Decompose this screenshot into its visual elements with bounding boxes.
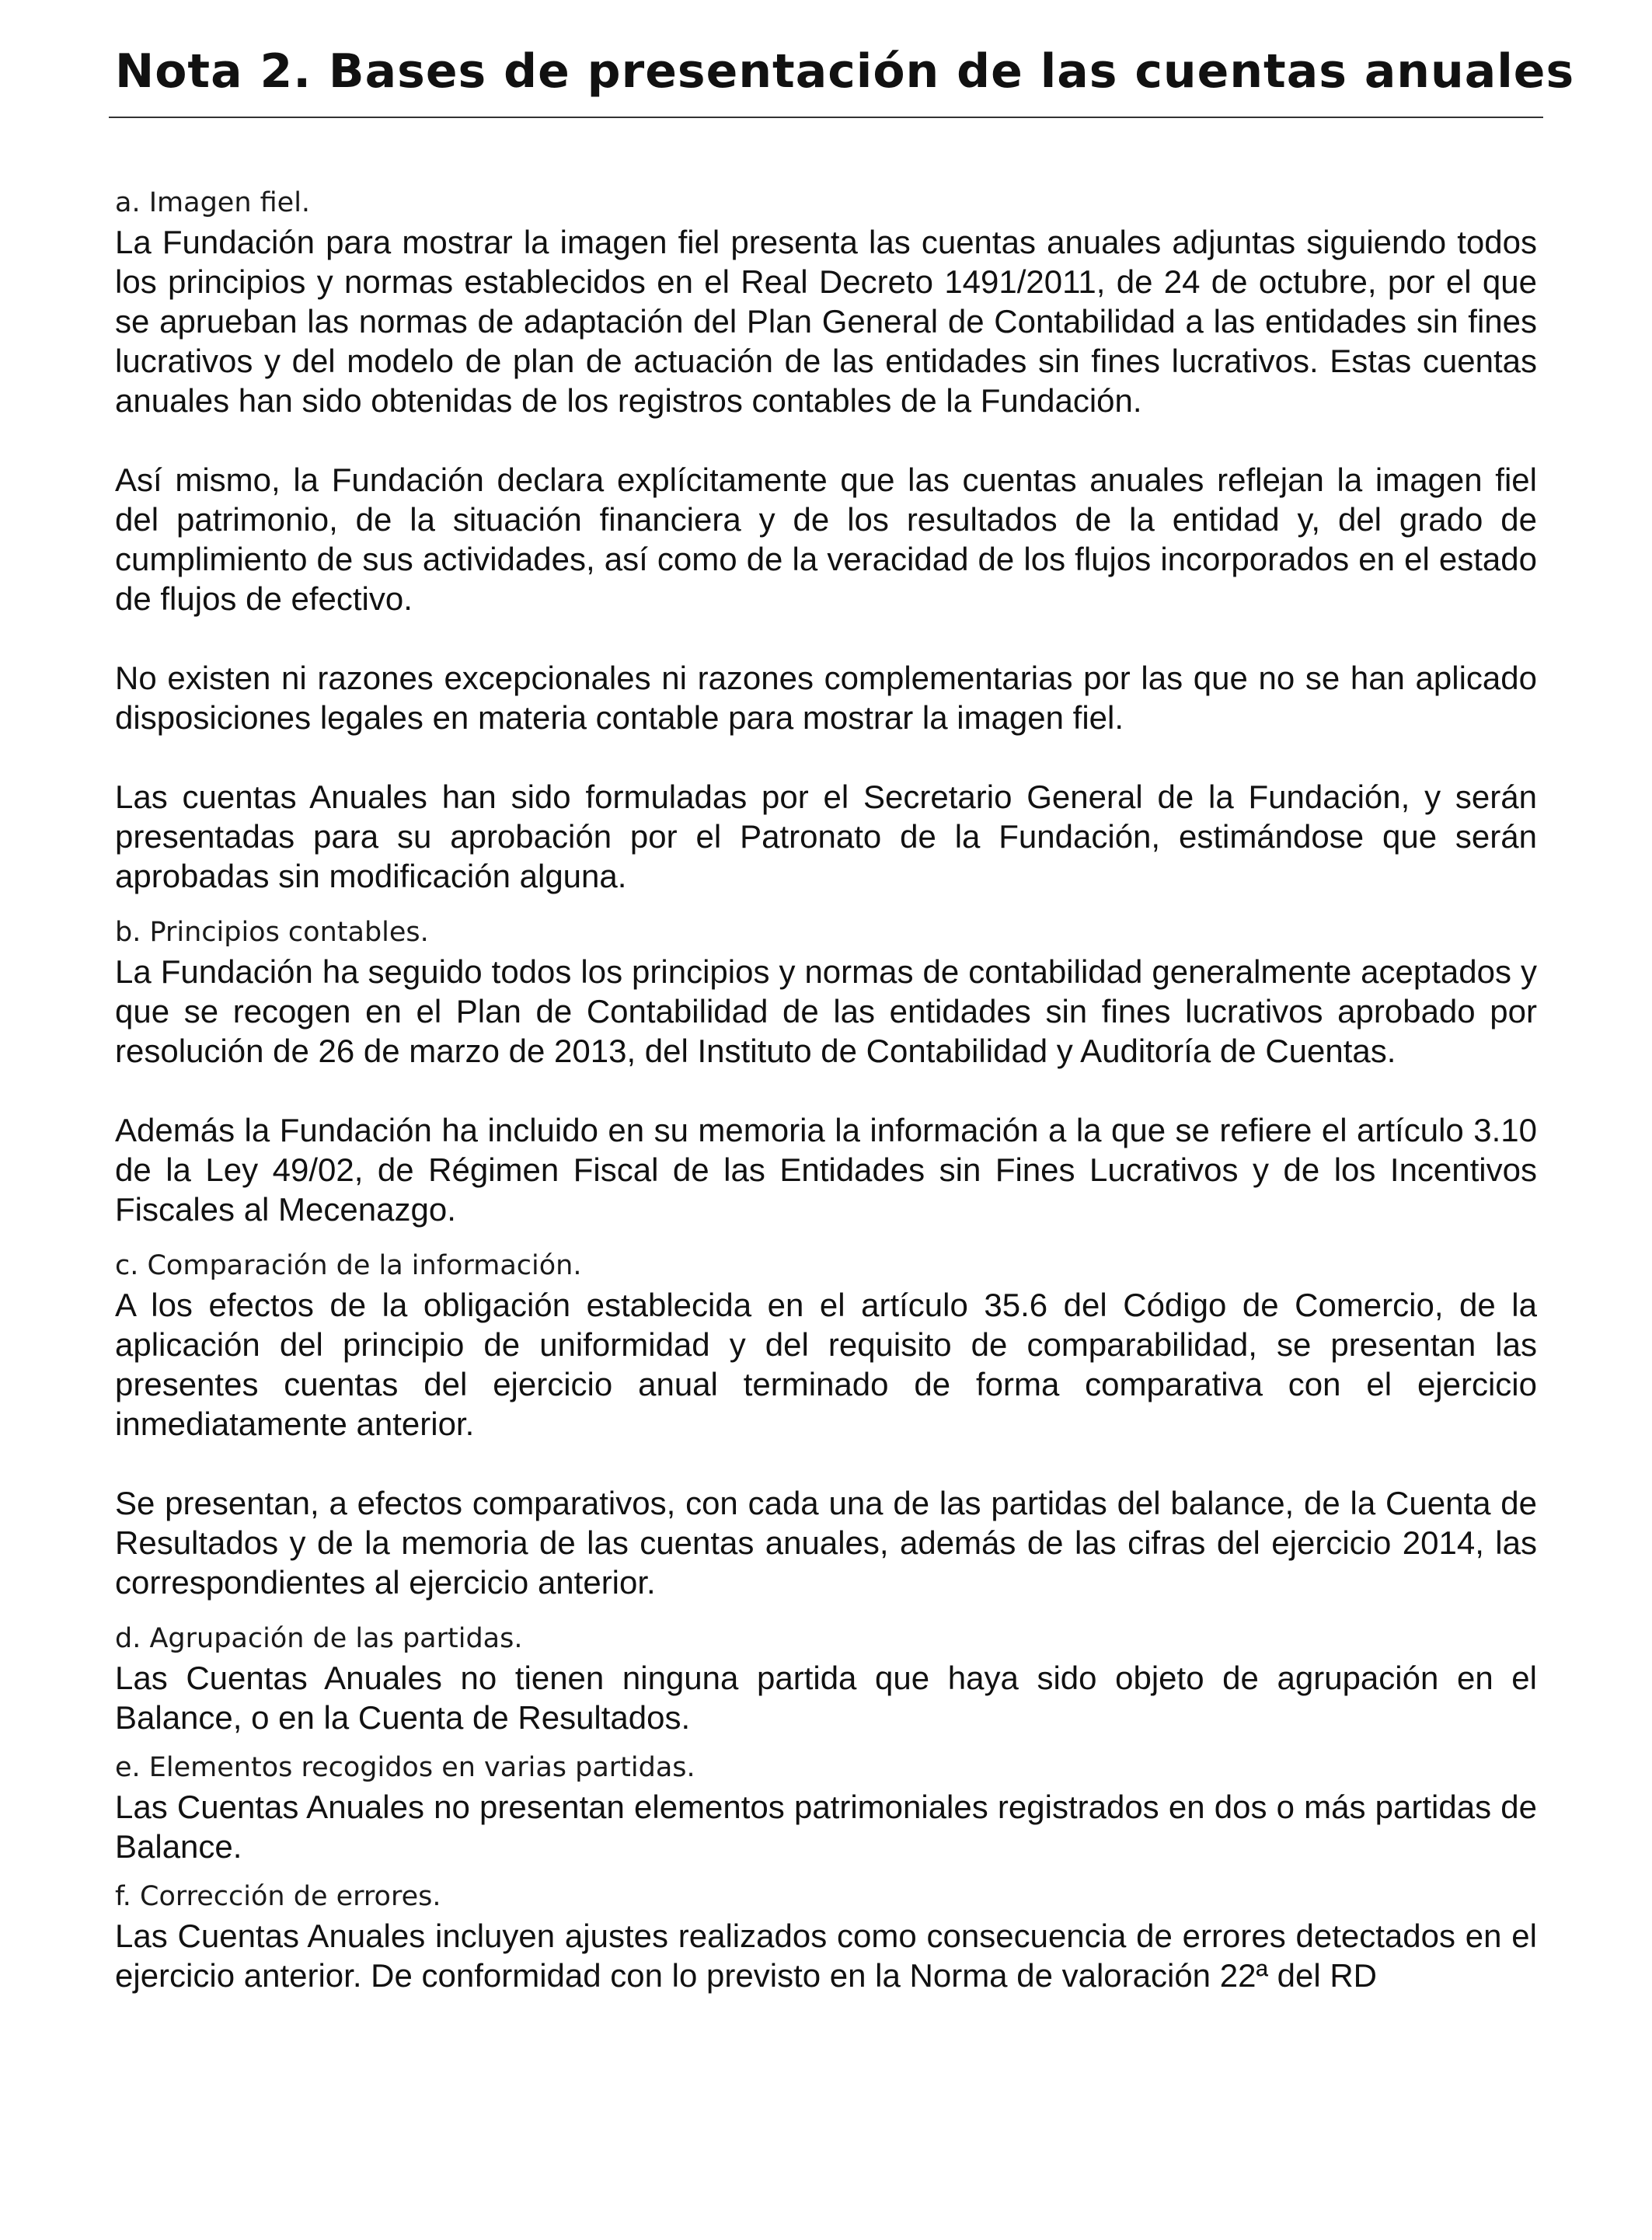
paragraph: Las Cuentas Anuales no presentan elementos patrimoniales registrados en dos o más partidas de Balance. bbox=[115, 1789, 1537, 1865]
section-heading-comparacion: c. Comparación de la información. bbox=[115, 1250, 582, 1281]
paragraph: Además la Fundación ha incluido en su memoria la información a la que se refiere el artículo 3.10 de la Ley 49/02, de Régimen Fiscal de las Entidades sin Fines Lucrativos y de los Incentivos Fiscales al Mecenazgo. bbox=[115, 1112, 1537, 1228]
section-heading-imagen-fiel: a. Imagen fiel. bbox=[115, 187, 311, 218]
section-heading-principios-contables: b. Principios contables. bbox=[115, 917, 429, 948]
paragraph: A los efectos de la obligación establecida en el artículo 35.6 del Código de Comercio, de la aplicación del principio de uniformidad y del requisito de comparabilidad, se presentan las presentes cuentas del ejercicio anual terminado de forma comparativa con el ejercicio inmediatamente anterior. bbox=[115, 1287, 1537, 1442]
paragraph: La Fundación para mostrar la imagen fiel presenta las cuentas anuales adjuntas siguiendo todos los principios y normas establecidos en el Real Decreto 1491/2011, de 24 de octubre, por el que se aprueban las normas de adaptación del Plan General de Contabilidad a las entidades sin fines lucrativos y del modelo de plan de actuación de las entidades sin fines lucrativos. Estas cuentas anuales han sido obtenidas de los registros contables de la Fundación. bbox=[115, 224, 1537, 419]
paragraph: No existen ni razones excepcionales ni razones complementarias por las que no se han aplicado disposiciones legales en materia contable para mostrar la imagen fiel. bbox=[115, 660, 1537, 736]
paragraph: La Fundación ha seguido todos los principios y normas de contabilidad generalmente aceptados y que se recogen en el Plan de Contabilidad de las entidades sin fines lucrativos aprobado por resolución de 26 de marzo de 2013, del Instituto de Contabilidad y Auditoría de Cuentas. bbox=[115, 953, 1537, 1069]
title-divider bbox=[109, 117, 1543, 118]
section-heading-agrupacion: d. Agrupación de las partidas. bbox=[115, 1623, 523, 1654]
document-body bbox=[115, 183, 1537, 1995]
page-title: Nota 2. Bases de presentación de las cuentas anuales bbox=[115, 44, 1575, 99]
paragraph: Las Cuentas Anuales incluyen ajustes realizados como consecuencia de errores detectados en el ejercicio anterior. De conformidad con lo previsto en la Norma de valoración 22ª del RD bbox=[115, 1918, 1537, 1994]
section-heading-correccion-errores: f. Corrección de errores. bbox=[115, 1881, 441, 1912]
paragraph: Así mismo, la Fundación declara explícitamente que las cuentas anuales reflejan la imagen fiel del patrimonio, de la situación financiera y de los resultados de la entidad y, del grado de cumplimiento de sus actividades, así como de la veracidad de los flujos incorporados en el estado de flujos de efectivo. bbox=[115, 462, 1537, 617]
paragraph: Las Cuentas Anuales no tienen ninguna partida que haya sido objeto de agrupación en el Balance, o en la Cuenta de Resultados. bbox=[115, 1660, 1537, 1736]
section-heading-elementos: e. Elementos recogidos en varias partidas. bbox=[115, 1752, 695, 1783]
paragraph: Se presentan, a efectos comparativos, con cada una de las partidas del balance, de la Cuenta de Resultados y de la memoria de las cuentas anuales, además de las cifras del ejercicio 2014, las correspondientes al ejercicio anterior. bbox=[115, 1485, 1537, 1601]
paragraph: Las cuentas Anuales han sido formuladas por el Secretario General de la Fundación, y serán presentadas para su aprobación por el Patronato de la Fundación, estimándose que serán aprobadas sin modificación alguna. bbox=[115, 779, 1537, 894]
